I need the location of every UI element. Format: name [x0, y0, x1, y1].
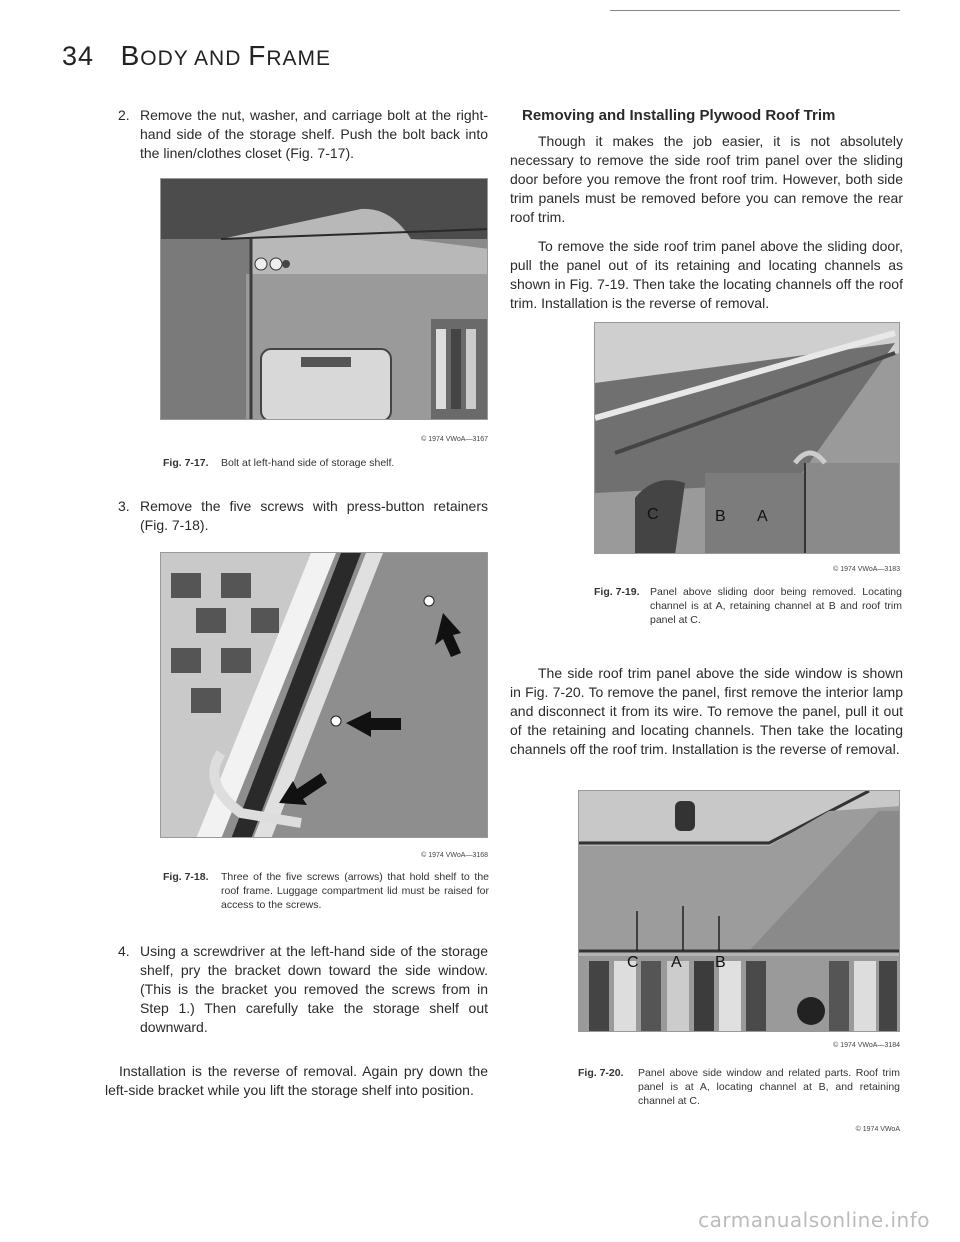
step-3-text: Remove the five screws with press-button retainers (Fig. 7-18).: [140, 498, 488, 533]
page-title: BODY AND FRAME: [120, 40, 332, 71]
step-2-text: Remove the nut, washer, and carriage bolt at the right-hand side of the storage shelf. Push the bolt back into the linen/clothes closet (Fig. 7-17).: [140, 107, 488, 161]
fig-7-20-marker-c: C: [627, 954, 639, 971]
fig-7-19-caption-text: Panel above sliding door being removed. Locating channel is at A, retaining channel at B and roof trim panel at C.: [650, 586, 902, 626]
site-watermark: carmanualsonline.info: [698, 1208, 930, 1232]
fig-7-17-caption: [163, 456, 493, 472]
fig-7-18-caption: [163, 870, 493, 916]
fig-7-17-photo: [160, 178, 488, 420]
step-4: 4. Using a screwdriver at the left-hand side of the storage shelf, pry the bracket down toward the side window. (This is the bracket you removed the screws from in Step 1.) Then carefully take the storage shelf out downward.: [118, 943, 488, 1035]
fig-7-18-photo: [160, 552, 488, 838]
five-screws-illustration: [161, 553, 488, 838]
fig-7-19-caption: [594, 585, 902, 631]
roof-trim-paragraph-2: To remove the side roof trim panel above the sliding door, pull the panel out of its retaining and locating channels as shown in Fig. 7-19. Then take the locating channels off the roof trim. Installation is the reverse of removal.: [510, 238, 903, 311]
fig-7-17-credit: © 1974 VWoA—3167: [421, 436, 488, 443]
fig-7-20-photo: [578, 790, 900, 1032]
fig-7-20-label: Fig. 7-20.: [578, 1067, 624, 1079]
fig-7-20-marker-b: B: [715, 954, 726, 971]
footer-credit: © 1974 VWoA: [855, 1126, 900, 1133]
sliding-door-panel-illustration: [595, 323, 900, 554]
fig-7-19-marker-b: B: [715, 508, 726, 525]
installation-paragraph: Installation is the reverse of removal. Again pry down the left-side bracket while you lift the storage shelf into position.: [105, 1063, 488, 1098]
page-header: [62, 40, 331, 72]
fig-7-19-marker-c: C: [647, 506, 659, 523]
step-2: 2. Remove the nut, washer, and carriage bolt at the right-hand side of the storage shelf. Push the bolt back into the linen/clothes closet (Fig. 7-17).: [118, 107, 488, 161]
fig-7-19-photo: [594, 322, 900, 554]
fig-7-19-credit: © 1974 VWoA—3183: [833, 566, 900, 573]
fig-7-20-caption: [578, 1066, 903, 1112]
fig-7-19-label: Fig. 7-19.: [594, 586, 640, 598]
fig-7-18-label: Fig. 7-18.: [163, 871, 209, 883]
storage-shelf-bolt-illustration: [161, 179, 488, 420]
fig-7-19-marker-a: A: [757, 508, 768, 525]
step-4-text: Using a screwdriver at the left-hand side of the storage shelf, pry the bracket down toward the side window. (This is the bracket you removed the screws from in Step 1.) Then carefully take the storage shelf out downward.: [140, 943, 488, 1035]
roof-trim-paragraph-3: The side roof trim panel above the side window is shown in Fig. 7-20. To remove the panel, first remove the interior lamp and disconnect it from its wire. To remove the panel, pull it out of the retaining and locating channels. Then take the locating channels off the roof trim. Installation is the reverse of removal.: [510, 665, 903, 757]
side-window-panel-illustration: [579, 791, 900, 1032]
section-heading: Removing and Installing Plywood Roof Trim: [522, 107, 836, 124]
fig-7-18-credit: © 1974 VWoA—3168: [421, 852, 488, 859]
step-3: 3. Remove the five screws with press-button retainers (Fig. 7-18).: [118, 498, 488, 533]
fig-7-20-marker-a: A: [671, 954, 682, 971]
fig-7-17-label: Fig. 7-17.: [163, 457, 209, 469]
fig-7-20-caption-text: Panel above side window and related parts. Roof trim panel is at A, locating channel at B, and retaining channel at C.: [638, 1067, 900, 1107]
top-rule: [610, 10, 900, 11]
fig-7-20-credit: © 1974 VWoA—3184: [833, 1042, 900, 1049]
fig-7-17-caption-text: Bolt at left-hand side of storage shelf.: [221, 457, 395, 469]
fig-7-18-caption-text: Three of the five screws (arrows) that hold shelf to the roof frame. Luggage compartment lid must be raised for access to the screws.: [221, 871, 489, 911]
roof-trim-paragraph-1: Though it makes the job easier, it is not absolutely necessary to remove the side roof trim panel over the sliding door before you remove the front roof trim. However, both side trim panels must be removed before you can remove the rear roof trim.: [510, 133, 903, 225]
page-number: 34: [62, 41, 95, 71]
